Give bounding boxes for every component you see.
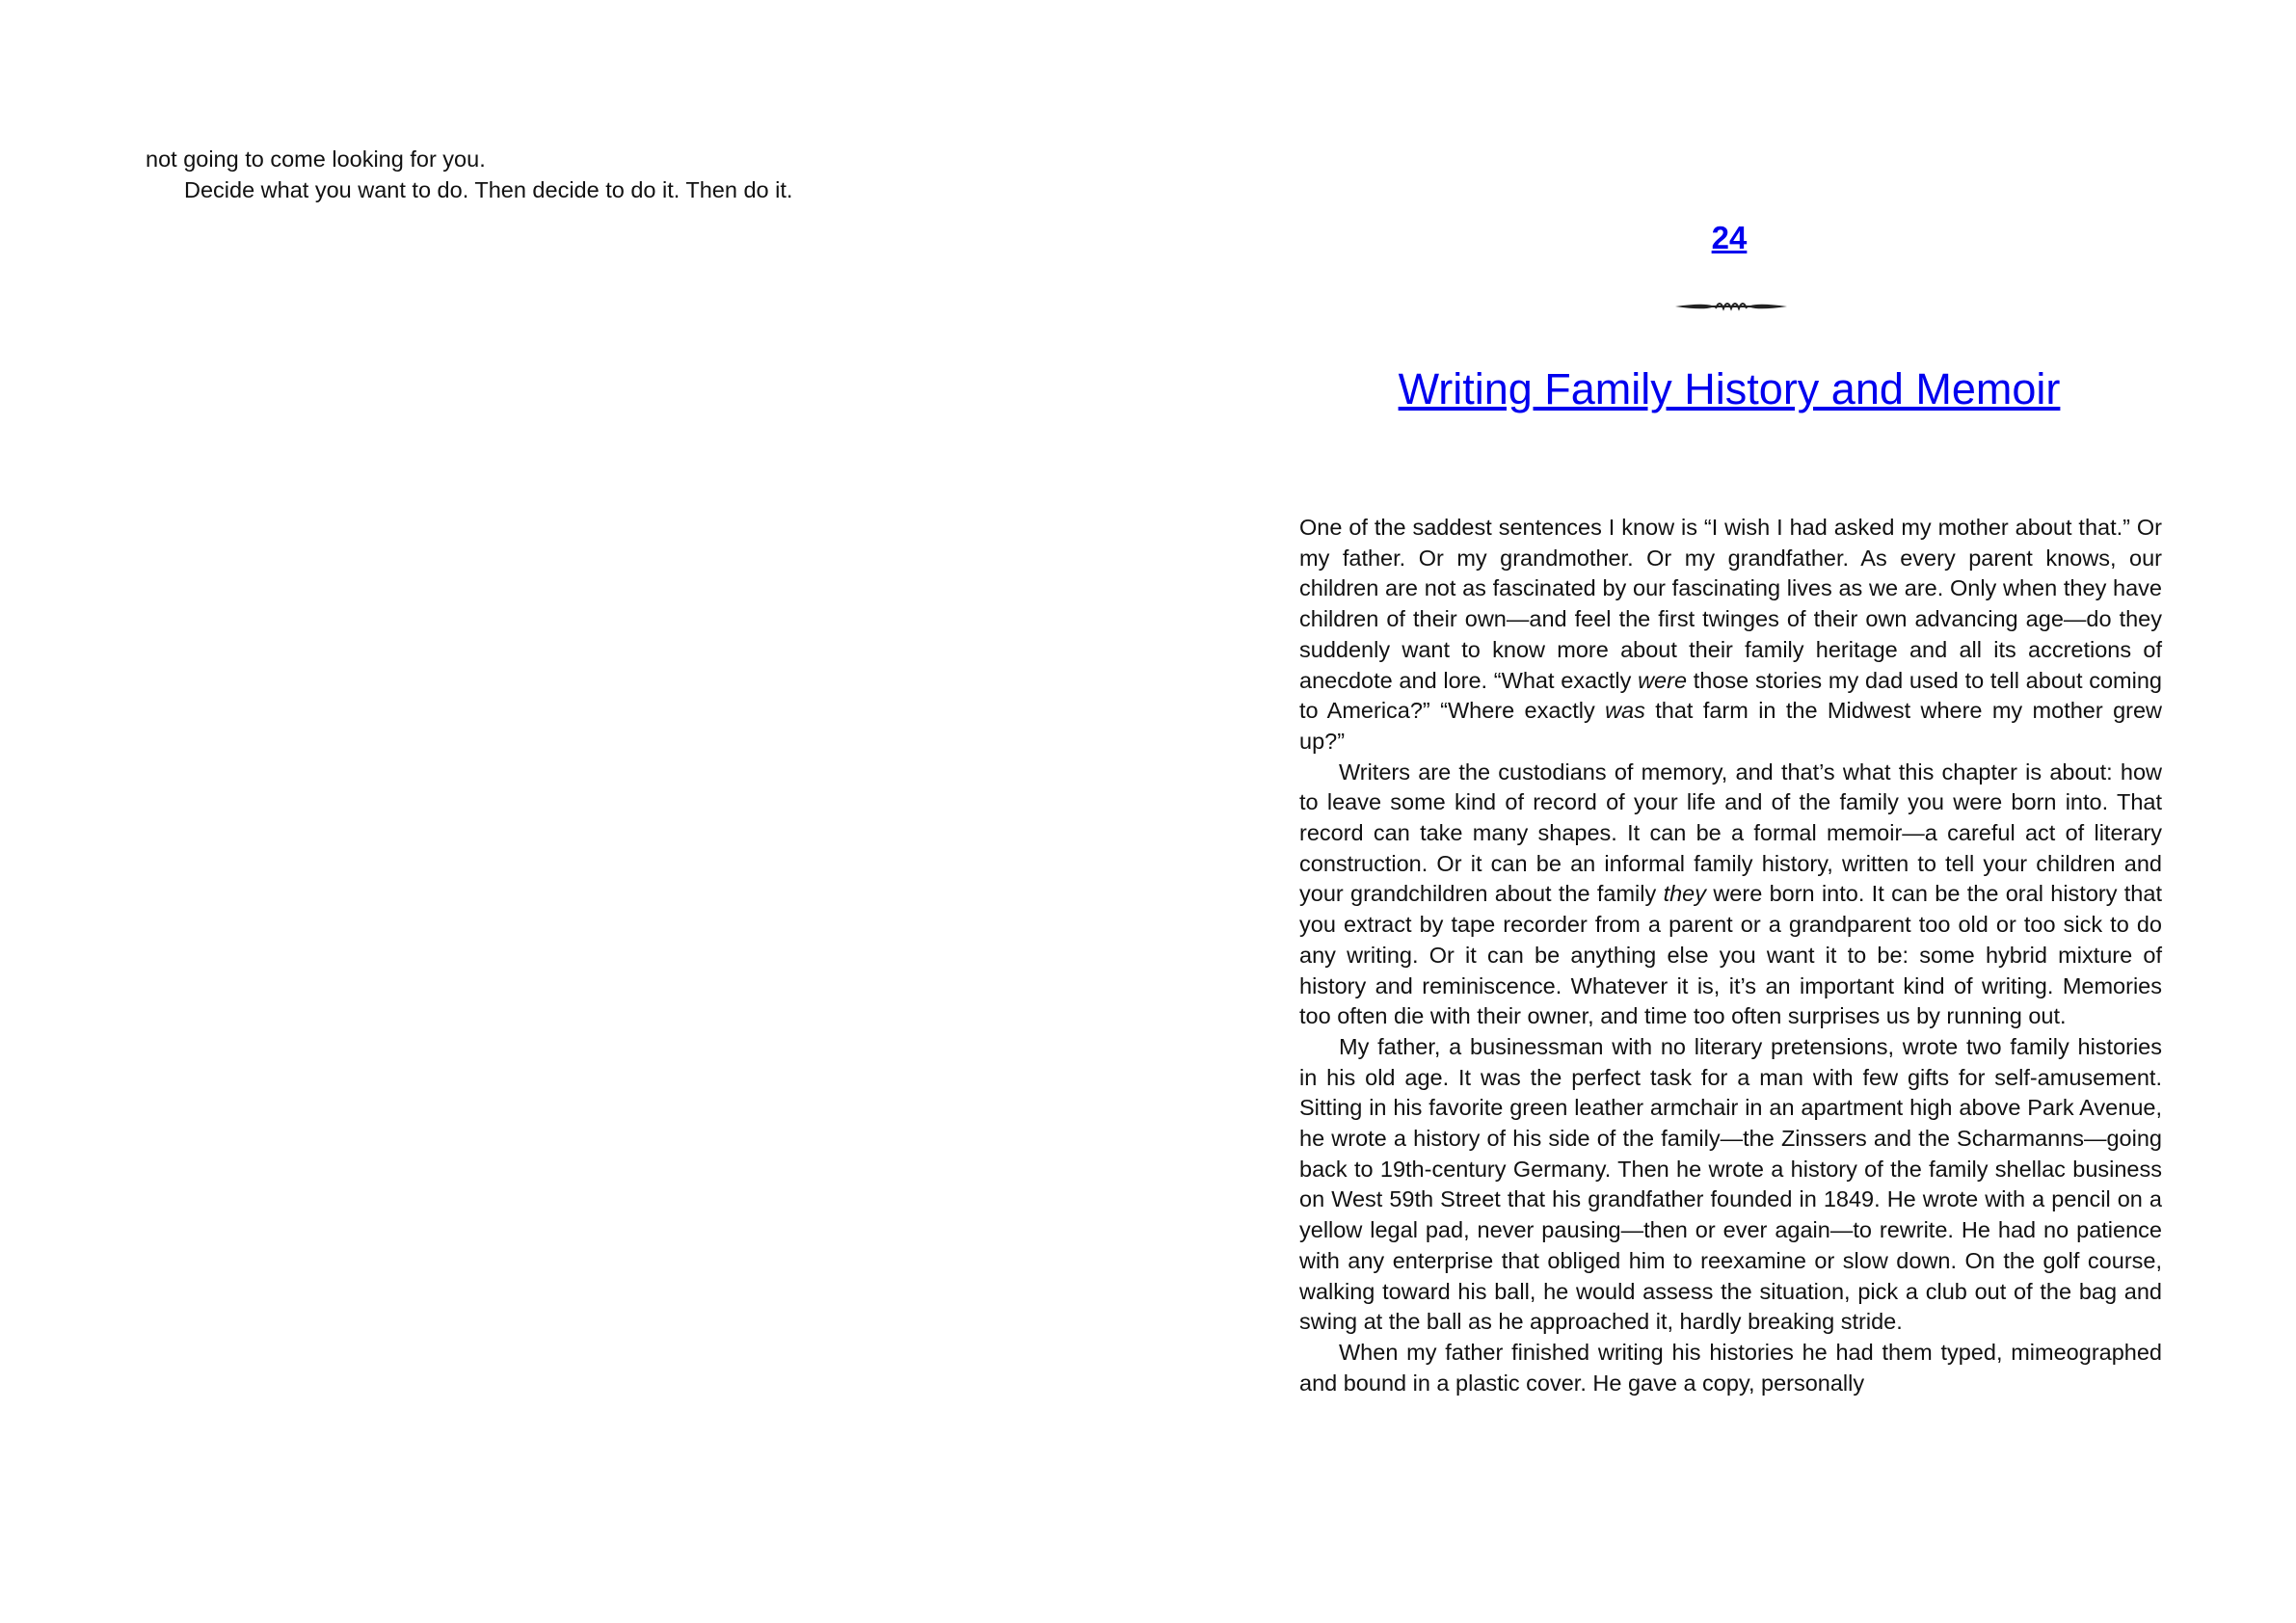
paragraph-1 [1299, 513, 2162, 758]
paragraph-1-part-2: those stories my dad used to tell about coming to America?” “Where exactly [1299, 667, 2162, 724]
paragraph-2-part-2: were born into. It can be the oral history that you extract by tape recorder from a parent or a grandparent too old or too sick to do any writing. Or it can be anything else you want it to be: some hybrid mixture of history and reminiscence. Whatever it is, it’s an important kind of writing. Memories too often die with their owner, and time too often surprises us by running out. [1299, 881, 2162, 1029]
decorative-flourish-icon [1673, 295, 1789, 318]
paragraph-4: When my father finished writing his histories he had them typed, mimeographed and bound in a plastic cover. He gave a copy, personally [1299, 1339, 2162, 1396]
paragraph-1-part-1: One of the saddest sentences I know is “I wish I had asked my mother about that.” Or my father. Or my grandmother. Or my grandfather. As every parent knows, our children are not as fascinated by our fascinating lives as we are. Only when they have children of their own—and feel the first twinges of their own advancing age—do they suddenly want to know more about their family heritage and all its accretions of anecdote and lore. “What exactly [1299, 515, 2162, 693]
chapter-title-link[interactable]: Writing Family History and Memoir [1398, 364, 2061, 413]
emphasis-was: was [1605, 698, 1645, 724]
emphasis-were: were [1638, 667, 1688, 693]
chapter-number-link[interactable]: 24 [1711, 220, 1748, 255]
continuation-line: not going to come looking for you. [146, 146, 486, 172]
paragraph-2 [1299, 758, 2162, 1032]
closing-line: Decide what you want to do. Then decide to do it. Then do it. [184, 176, 793, 202]
chapter-body [1299, 513, 2162, 1398]
left-page-text [146, 145, 917, 205]
paragraph-2-part-1: Writers are the custodians of memory, and that’s what this chapter is about: how to leave some kind of record of your life and of the family you were born into. That record can take many shapes. It can be a formal memoir—a careful act of literary construction. Or it can be an informal family history, written to tell your children and your grandchildren about the family [1299, 758, 2162, 907]
emphasis-they: they [1663, 881, 1706, 907]
paragraph-3: My father, a businessman with no literary pretensions, wrote two family histories in his old age. It was the perfect task for a man with few gifts for self-amusement. Sitting in his favorite green leather armchair in an apartment high above Park Avenue, he wrote a history of his side of the family—the Zinssers and the Scharmanns—going back to 19th-century Germany. Then he wrote a history of the family shellac business on West 59th Street that his grandfather founded in 1849. He wrote with a pencil on a yellow legal pad, never pausing—then or ever again—to rewrite. He had no patience with any enterprise that obliged him to reexamine or slow down. On the golf course, walking toward his ball, he would assess the situation, pick a club out of the bag and swing at the ball as he approached it, hardly breaking stride. [1299, 1033, 2162, 1335]
paragraph-1-part-3: that farm in the Midwest where my mother grew up?” [1299, 698, 2162, 754]
